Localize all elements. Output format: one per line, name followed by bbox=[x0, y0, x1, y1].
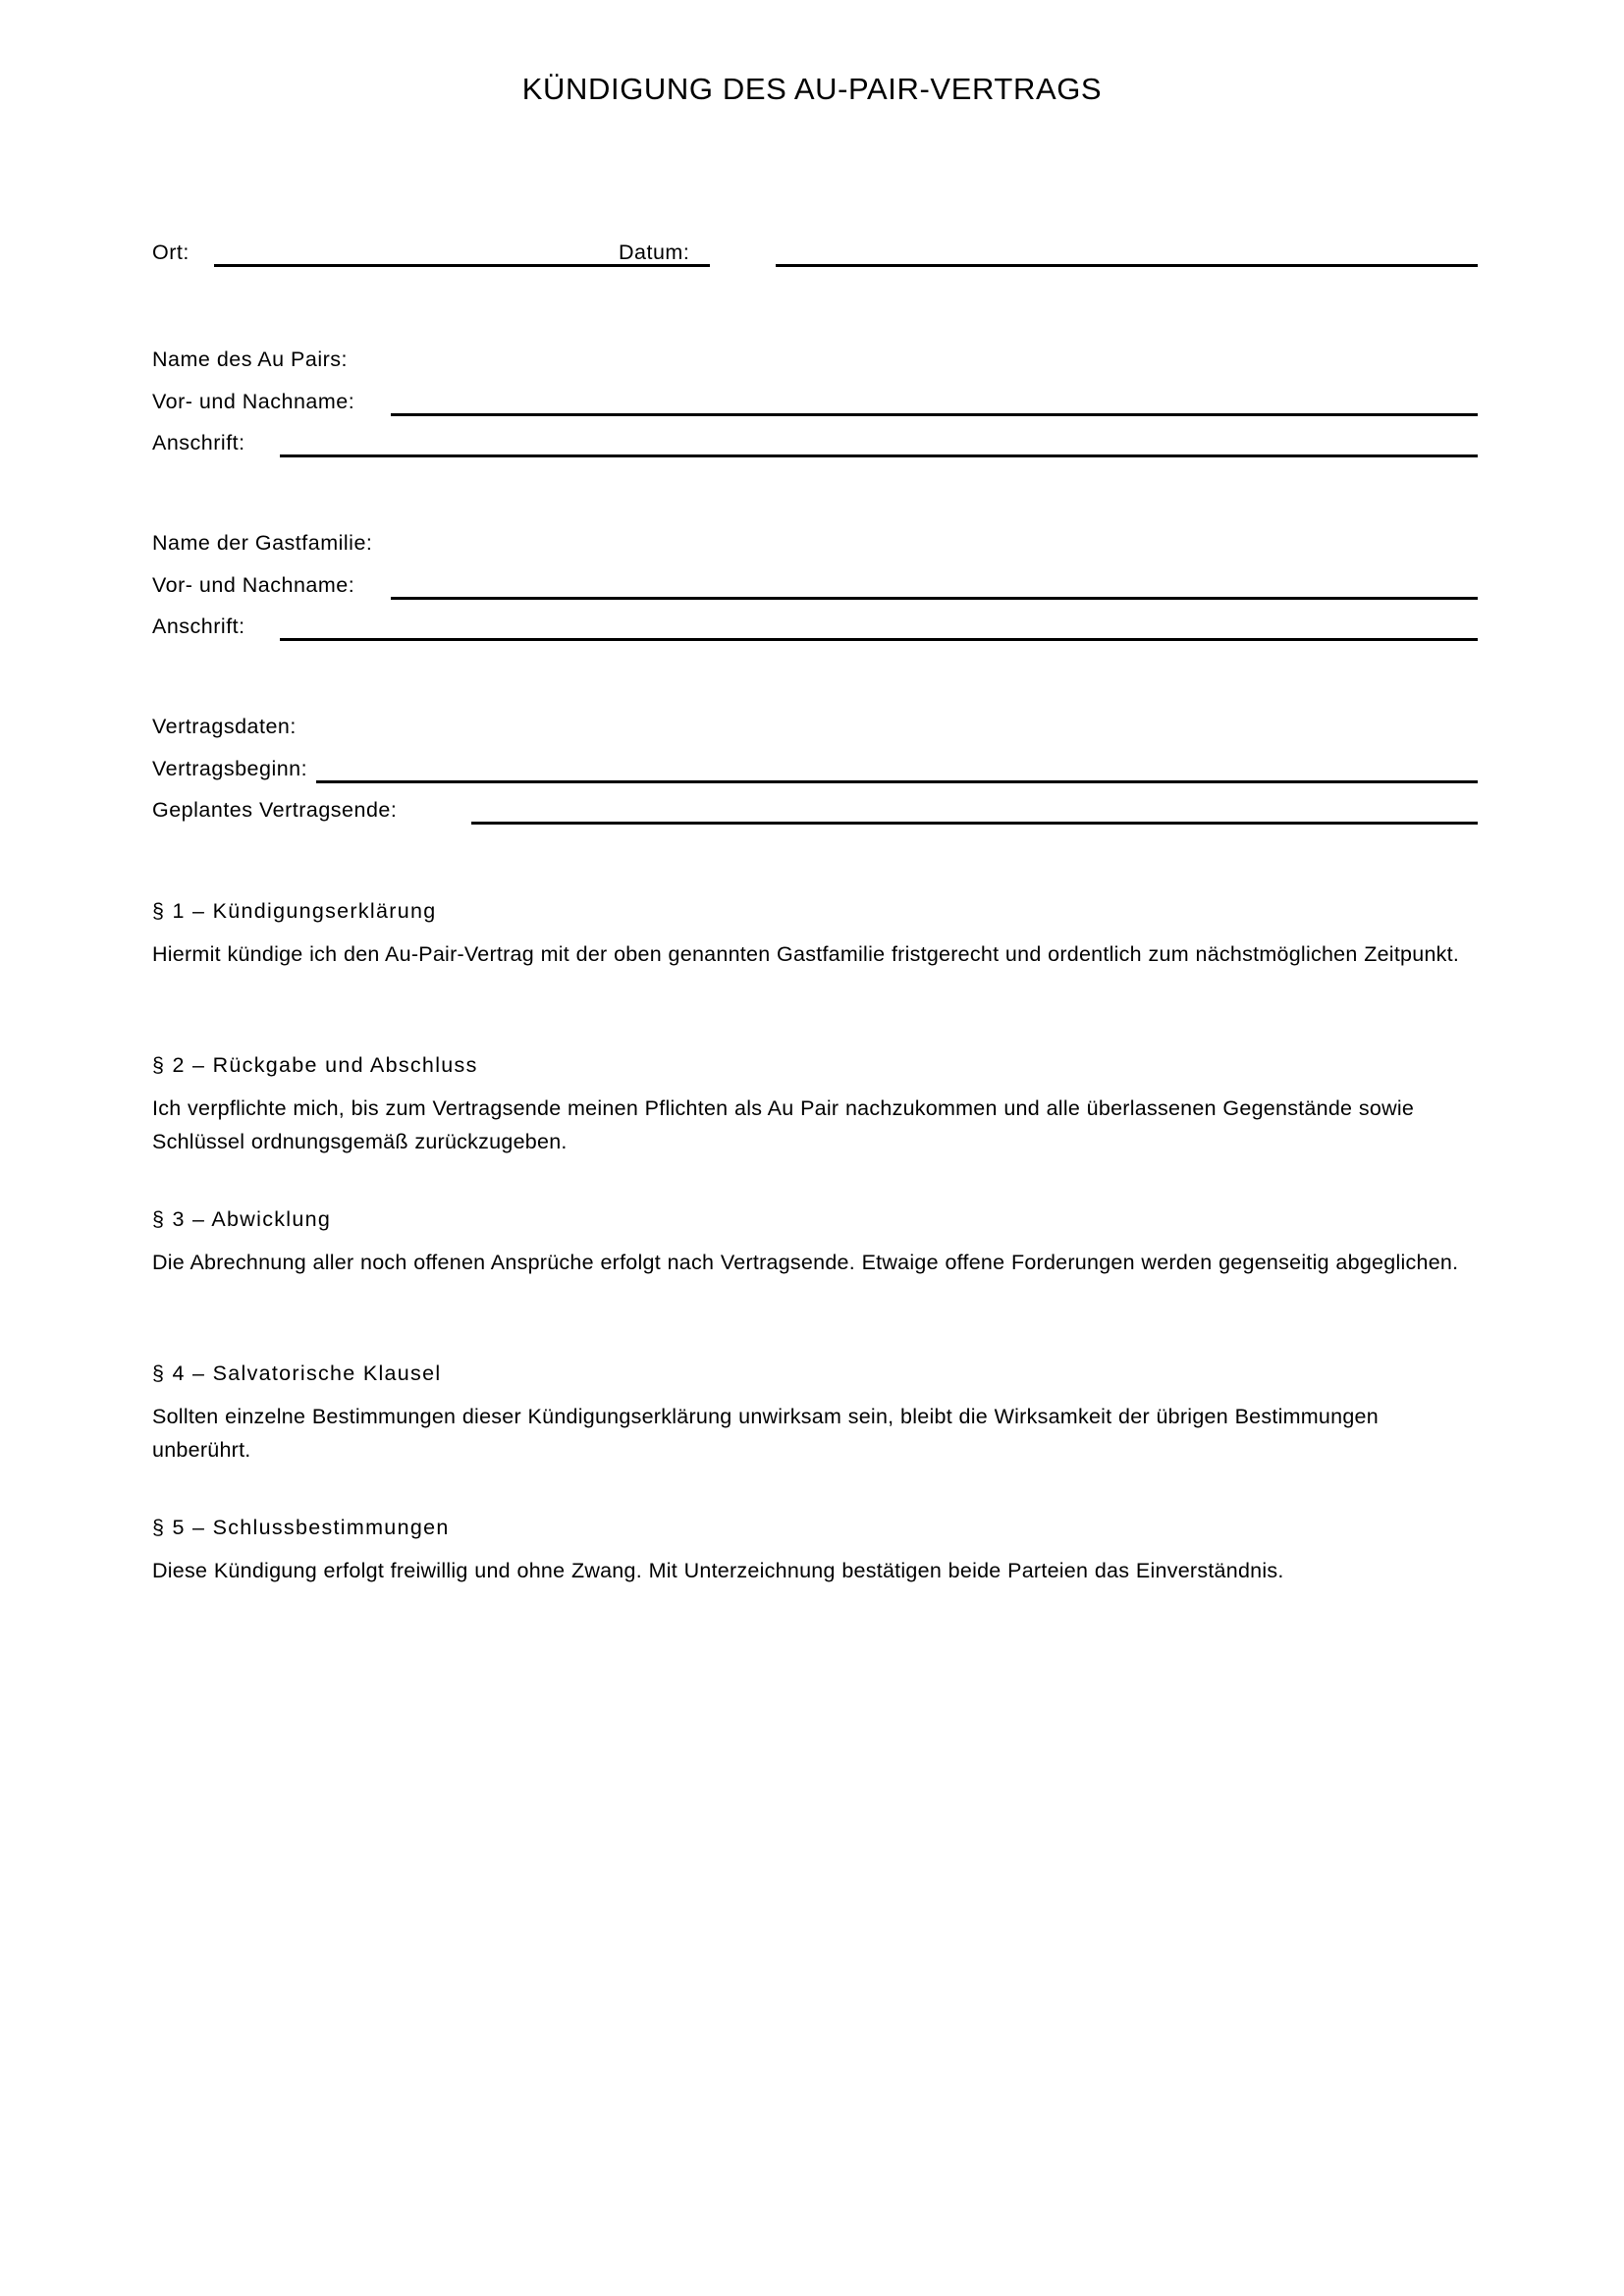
form-row-host-family-name bbox=[152, 571, 1478, 609]
contract-end-label: Geplantes Vertragsende: bbox=[152, 798, 398, 822]
host-family-address-input-line[interactable] bbox=[280, 638, 1478, 641]
section-4 bbox=[152, 1359, 1468, 1467]
section-1 bbox=[152, 896, 1468, 971]
date-label: Datum: bbox=[619, 240, 690, 264]
page-title: KÜNDIGUNG DES AU-PAIR-VERTRAGS bbox=[521, 72, 1103, 106]
au-pair-address-input-line[interactable] bbox=[280, 454, 1478, 457]
section-3 bbox=[152, 1204, 1468, 1279]
host-family-block-heading: Name der Gastfamilie: bbox=[152, 531, 373, 555]
section-1-body: Hiermit kündige ich den Au-Pair-Vertrag mit der oben genannten Gastfamilie fristgerecht und ordentlich zum nächstmöglichen Zeitpunkt. bbox=[152, 942, 1460, 966]
au-pair-address-label: Anschrift: bbox=[152, 431, 245, 454]
section-2-body: Ich verpflichte mich, bis zum Vertragsende meinen Pflichten als Au Pair nachzukommen und alle überlassenen Gegenstände sowie Schlüssel ordnungsgemäß zurückzugeben. bbox=[152, 1096, 1415, 1153]
au-pair-name-input-line[interactable] bbox=[391, 413, 1478, 416]
form-row-au-pair-name bbox=[152, 388, 1478, 425]
host-family-name-input-line[interactable] bbox=[391, 597, 1478, 600]
contract-start-input-line[interactable] bbox=[316, 780, 1478, 783]
form-row-host-family-address bbox=[152, 613, 1478, 650]
contract-start-label: Vertragsbeginn: bbox=[152, 757, 308, 780]
section-2 bbox=[152, 1050, 1468, 1158]
form-row-au-pair-address bbox=[152, 429, 1478, 466]
form-row-au-pair-heading bbox=[152, 346, 1478, 383]
section-5-body: Diese Kündigung erfolgt freiwillig und ohne Zwang. Mit Unterzeichnung bestätigen beide Parteien das Einverständnis. bbox=[152, 1559, 1284, 1582]
contract-block-heading: Vertragsdaten: bbox=[152, 715, 297, 738]
section-3-heading: § 3 – Abwicklung bbox=[152, 1207, 332, 1231]
au-pair-name-label: Vor- und Nachname: bbox=[152, 390, 355, 413]
au-pair-block-heading: Name des Au Pairs: bbox=[152, 347, 349, 371]
form-row-contract-start bbox=[152, 755, 1478, 792]
date-input-line[interactable] bbox=[776, 264, 1478, 267]
host-family-name-label: Vor- und Nachname: bbox=[152, 573, 355, 597]
section-4-body: Sollten einzelne Bestimmungen dieser Kündigungserklärung unwirksam sein, bleibt die Wirksamkeit der übrigen Bestimmungen unberührt. bbox=[152, 1405, 1379, 1462]
form-row-contract-heading bbox=[152, 713, 1478, 750]
form-row-contract-end bbox=[152, 796, 1478, 833]
section-5 bbox=[152, 1513, 1468, 1587]
form-row-place-date bbox=[152, 239, 1478, 276]
section-4-heading: § 4 – Salvatorische Klausel bbox=[152, 1362, 442, 1385]
contract-end-input-line[interactable] bbox=[471, 822, 1478, 825]
section-2-heading: § 2 – Rückgabe und Abschluss bbox=[152, 1053, 478, 1077]
section-1-heading: § 1 – Kündigungserklärung bbox=[152, 899, 437, 923]
form-row-host-family-heading bbox=[152, 529, 1478, 566]
host-family-address-label: Anschrift: bbox=[152, 614, 245, 638]
section-3-body: Die Abrechnung aller noch offenen Ansprüche erfolgt nach Vertragsende. Etwaige offene Forderungen werden gegenseitig abgeglichen. bbox=[152, 1251, 1459, 1274]
section-5-heading: § 5 – Schlussbestimmungen bbox=[152, 1516, 450, 1539]
place-label: Ort: bbox=[152, 240, 189, 264]
